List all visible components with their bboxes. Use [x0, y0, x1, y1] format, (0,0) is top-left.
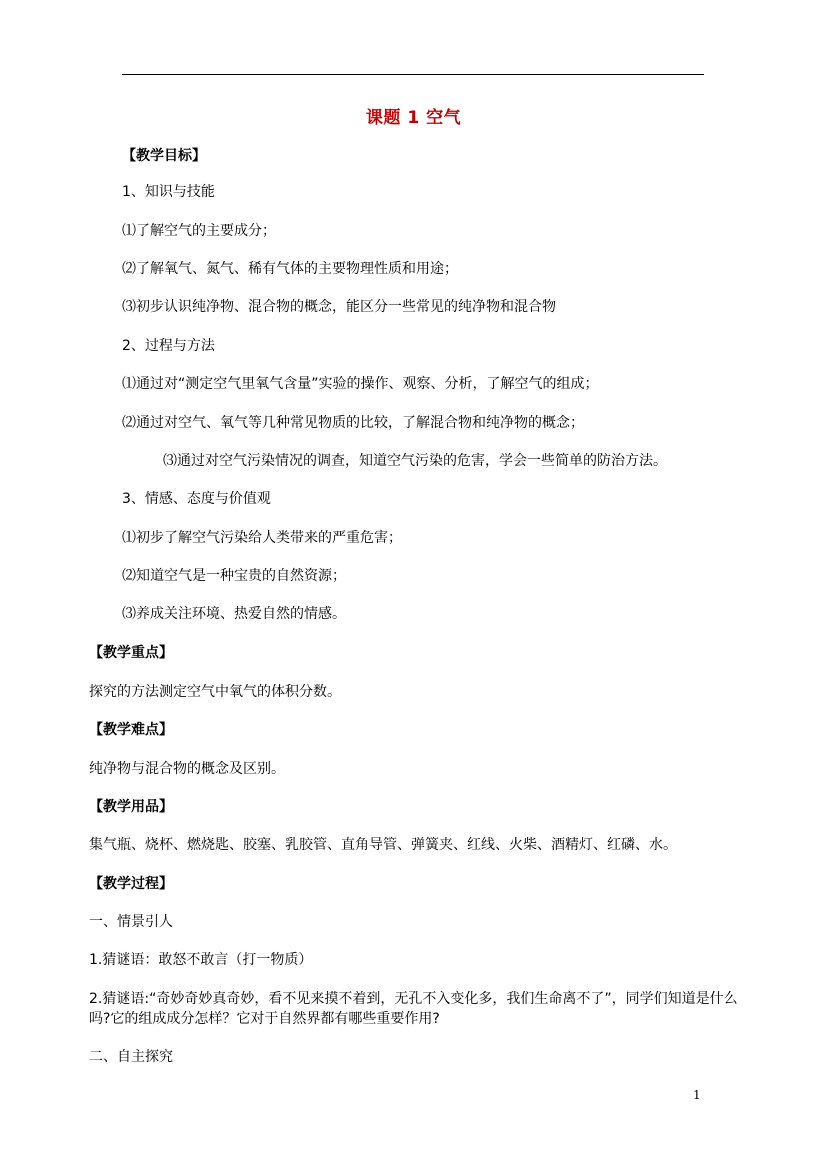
objective-item: ⑶通过对空气污染情况的调查，知道空气污染的危害，学会一些简单的防治方法。 — [163, 453, 667, 469]
process-part-title: 一、情景引人 — [89, 914, 173, 930]
objective-item: ⑵通过对空气、氧气等几种常见物质的比较，了解混合物和纯净物的概念； — [122, 415, 584, 431]
objective-item: ⑶养成关注环境、热爱自然的情感。 — [122, 606, 346, 622]
key-points-text: 探究的方法测定空气中氧气的体积分数。 — [89, 684, 341, 700]
page-title: 课题 1 空气 — [365, 108, 462, 128]
materials-text: 集气瓶、烧杯、燃烧匙、胶塞、乳胶管、直角导管、弹簧夹、红线、火柴、酒精灯、红磷、水。 — [89, 837, 677, 853]
objective-item: ⑵了解氧气、氮气、稀有气体的主要物理性质和用途； — [122, 261, 458, 277]
objective-group-title: 1、知识与技能 — [122, 184, 215, 200]
objective-item: ⑴通过对“测定空气里氧气含量”实验的操作、观察、分析，了解空气的组成； — [122, 376, 599, 392]
key-points-heading: 【教学重点】 — [89, 645, 173, 661]
riddle-2: 2.猜谜语:“奇妙奇妙真奇妙，看不见来摸不着到，无孔不入变化多，我们生命离不了”，同学们知道是什么吗?它的组成成分怎样？它对于自然界都有哪些重要作用? — [89, 991, 738, 1027]
objectives-heading: 【教学目标】 — [122, 148, 206, 164]
objective-item: ⑵知道空气是一种宝贵的自然资源； — [122, 568, 346, 584]
difficulties-heading: 【教学难点】 — [89, 722, 173, 738]
header-rule — [122, 74, 704, 75]
objective-group-title: 3、情感、态度与价值观 — [122, 491, 271, 507]
process-heading: 【教学过程】 — [89, 876, 173, 892]
objective-item: ⑴初步了解空气污染给人类带来的严重危害； — [122, 530, 402, 546]
materials-heading: 【教学用品】 — [89, 799, 173, 815]
page-number: 1 — [693, 1088, 701, 1102]
objective-group-title: 2、过程与方法 — [122, 338, 215, 354]
riddle-1: 1.猜谜语：敢怒不敢言（打一物质） — [89, 952, 313, 968]
objective-item: ⑴了解空气的主要成分； — [122, 223, 276, 239]
objective-item: ⑶初步认识纯净物、混合物的概念，能区分一些常见的纯净物和混合物 — [122, 299, 556, 315]
difficulties-text: 纯净物与混合物的概念及区别。 — [89, 761, 285, 777]
process-part-title: 二、自主探究 — [89, 1049, 173, 1065]
